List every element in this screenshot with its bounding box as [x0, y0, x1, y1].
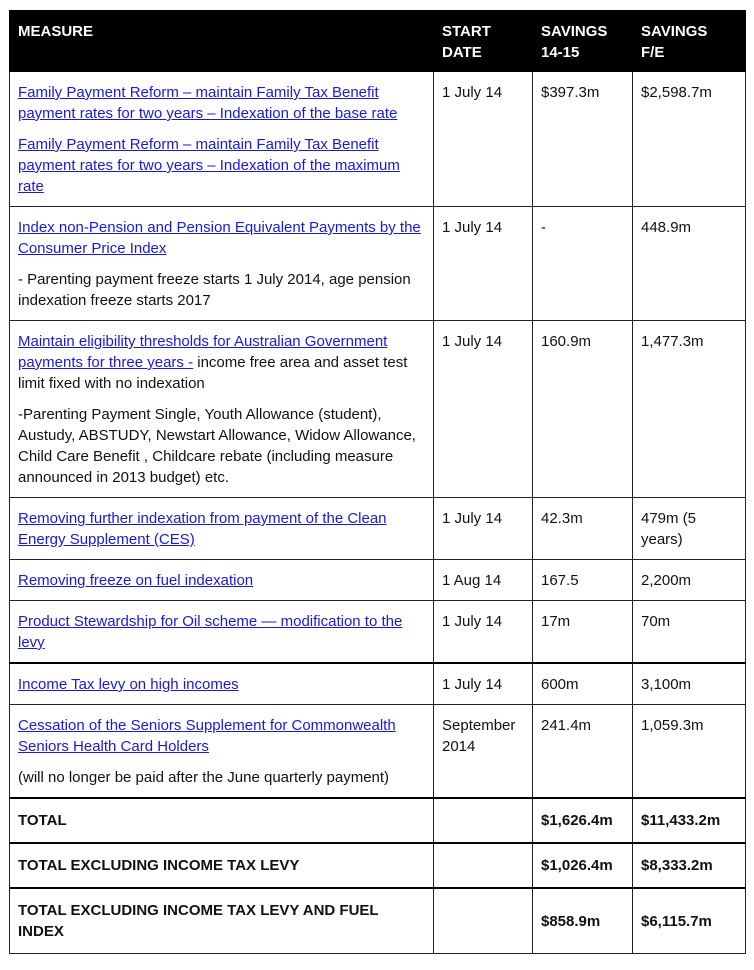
table-row — [10, 321, 746, 498]
total-empty-cell — [434, 888, 533, 954]
savings-fe-cell: $2,598.7m — [633, 72, 746, 207]
table-row — [10, 560, 746, 601]
measure-link[interactable]: Product Stewardship for Oil scheme — modification to the levy — [18, 613, 403, 651]
savings-1415-cell: 241.4m — [533, 705, 633, 799]
total-empty-cell — [434, 843, 533, 888]
total-savings-1415: $1,626.4m — [533, 798, 633, 843]
total-label: TOTAL EXCLUDING INCOME TAX LEVY — [10, 843, 434, 888]
measure-cell — [10, 663, 434, 705]
measure-link[interactable]: Index non-Pension and Pension Equivalent Payments by the Consumer Price Index — [18, 219, 421, 257]
header-measure — [10, 11, 434, 72]
measure-link[interactable]: Removing further indexation from payment of the Clean Energy Supplement (CES) — [18, 510, 387, 548]
measure-link[interactable]: Cessation of the Seniors Supplement for Commonwealth Seniors Health Card Holders — [18, 717, 396, 755]
total-label: TOTAL EXCLUDING INCOME TAX LEVY AND FUEL INDEX — [10, 888, 434, 954]
start-date-cell: 1 July 14 — [434, 663, 533, 705]
header-savings-fe — [633, 11, 746, 72]
measure-note: -Parenting Payment Single, Youth Allowance (student), Austudy, ABSTUDY, Newstart Allowance, Widow Allowance, Child Care Benefit , Childcare rebate (including measure announced in 2013 budget) etc. — [18, 406, 416, 486]
savings-1415-cell: 600m — [533, 663, 633, 705]
header-start-date — [434, 11, 533, 72]
measure-link[interactable]: Removing freeze on fuel indexation — [18, 572, 254, 589]
savings-fe-cell: 3,100m — [633, 663, 746, 705]
measure-link[interactable]: Family Payment Reform – maintain Family Tax Benefit payment rates for two years – Indexation of the base rate — [18, 84, 398, 122]
savings-1415-cell: 17m — [533, 601, 633, 664]
table-row — [10, 207, 746, 321]
measure-cell — [10, 207, 434, 321]
budget-measures-table-wrapper — [9, 10, 746, 954]
start-date-cell: 1 July 14 — [434, 321, 533, 498]
savings-1415-cell: 160.9m — [533, 321, 633, 498]
header-savings-1415-line2: 14-15 — [541, 44, 580, 61]
savings-1415-cell: - — [533, 207, 633, 321]
start-date-cell: 1 July 14 — [434, 72, 533, 207]
total-savings-1415: $858.9m — [533, 888, 633, 954]
measure-link[interactable]: Family Payment Reform – maintain Family Tax Benefit payment rates for two years – Indexation of the maximum rate — [18, 136, 400, 195]
total-label: TOTAL — [10, 798, 434, 843]
measure-note: (will no longer be paid after the June quarterly payment) — [18, 769, 390, 786]
savings-1415-cell: 42.3m — [533, 498, 633, 560]
savings-fe-cell: 70m — [633, 601, 746, 664]
total-savings-fe: $11,433.2m — [633, 798, 746, 843]
measure-link-tail: income free area and asset test limit fixed with no indexation — [18, 354, 408, 392]
total-row — [10, 843, 746, 888]
budget-measures-table — [9, 10, 746, 954]
header-start-date-line1: START — [442, 23, 491, 40]
table-row — [10, 705, 746, 799]
header-measure-label: MEASURE — [18, 23, 94, 40]
measure-cell — [10, 72, 434, 207]
total-savings-fe: $6,115.7m — [633, 888, 746, 954]
total-empty-cell — [434, 798, 533, 843]
table-row — [10, 601, 746, 664]
header-savings-1415 — [533, 11, 633, 72]
header-savings-1415-line1: SAVINGS — [541, 23, 608, 40]
savings-fe-cell: 448.9m — [633, 207, 746, 321]
table-row — [10, 72, 746, 207]
header-start-date-line2: DATE — [442, 44, 482, 61]
savings-fe-cell: 479m (5 years) — [633, 498, 746, 560]
header-savings-fe-line1: SAVINGS — [641, 23, 708, 40]
header-row — [10, 11, 746, 72]
total-savings-fe: $8,333.2m — [633, 843, 746, 888]
start-date-cell: 1 July 14 — [434, 498, 533, 560]
measure-note: - Parenting payment freeze starts 1 July 2014, age pension indexation freeze starts 2017 — [18, 271, 411, 309]
measure-cell — [10, 560, 434, 601]
total-savings-1415: $1,026.4m — [533, 843, 633, 888]
savings-fe-cell: 1,059.3m — [633, 705, 746, 799]
measure-cell — [10, 705, 434, 799]
start-date-cell: 1 July 14 — [434, 207, 533, 321]
measure-cell — [10, 601, 434, 664]
measure-cell — [10, 321, 434, 498]
start-date-cell: 1 July 14 — [434, 601, 533, 664]
savings-fe-cell: 1,477.3m — [633, 321, 746, 498]
table-row — [10, 663, 746, 705]
start-date-cell: September 2014 — [434, 705, 533, 799]
savings-fe-cell: 2,200m — [633, 560, 746, 601]
total-row — [10, 888, 746, 954]
total-row — [10, 798, 746, 843]
measure-cell — [10, 498, 434, 560]
start-date-cell: 1 Aug 14 — [434, 560, 533, 601]
savings-1415-cell: 167.5 — [533, 560, 633, 601]
table-row — [10, 498, 746, 560]
measure-description — [18, 331, 427, 394]
measure-link[interactable]: Income Tax levy on high incomes — [18, 676, 239, 693]
savings-1415-cell: $397.3m — [533, 72, 633, 207]
header-savings-fe-line2: F/E — [641, 44, 665, 61]
measure-link[interactable]: Maintain eligibility thresholds for Australian Government payments for three years - — [18, 333, 388, 371]
